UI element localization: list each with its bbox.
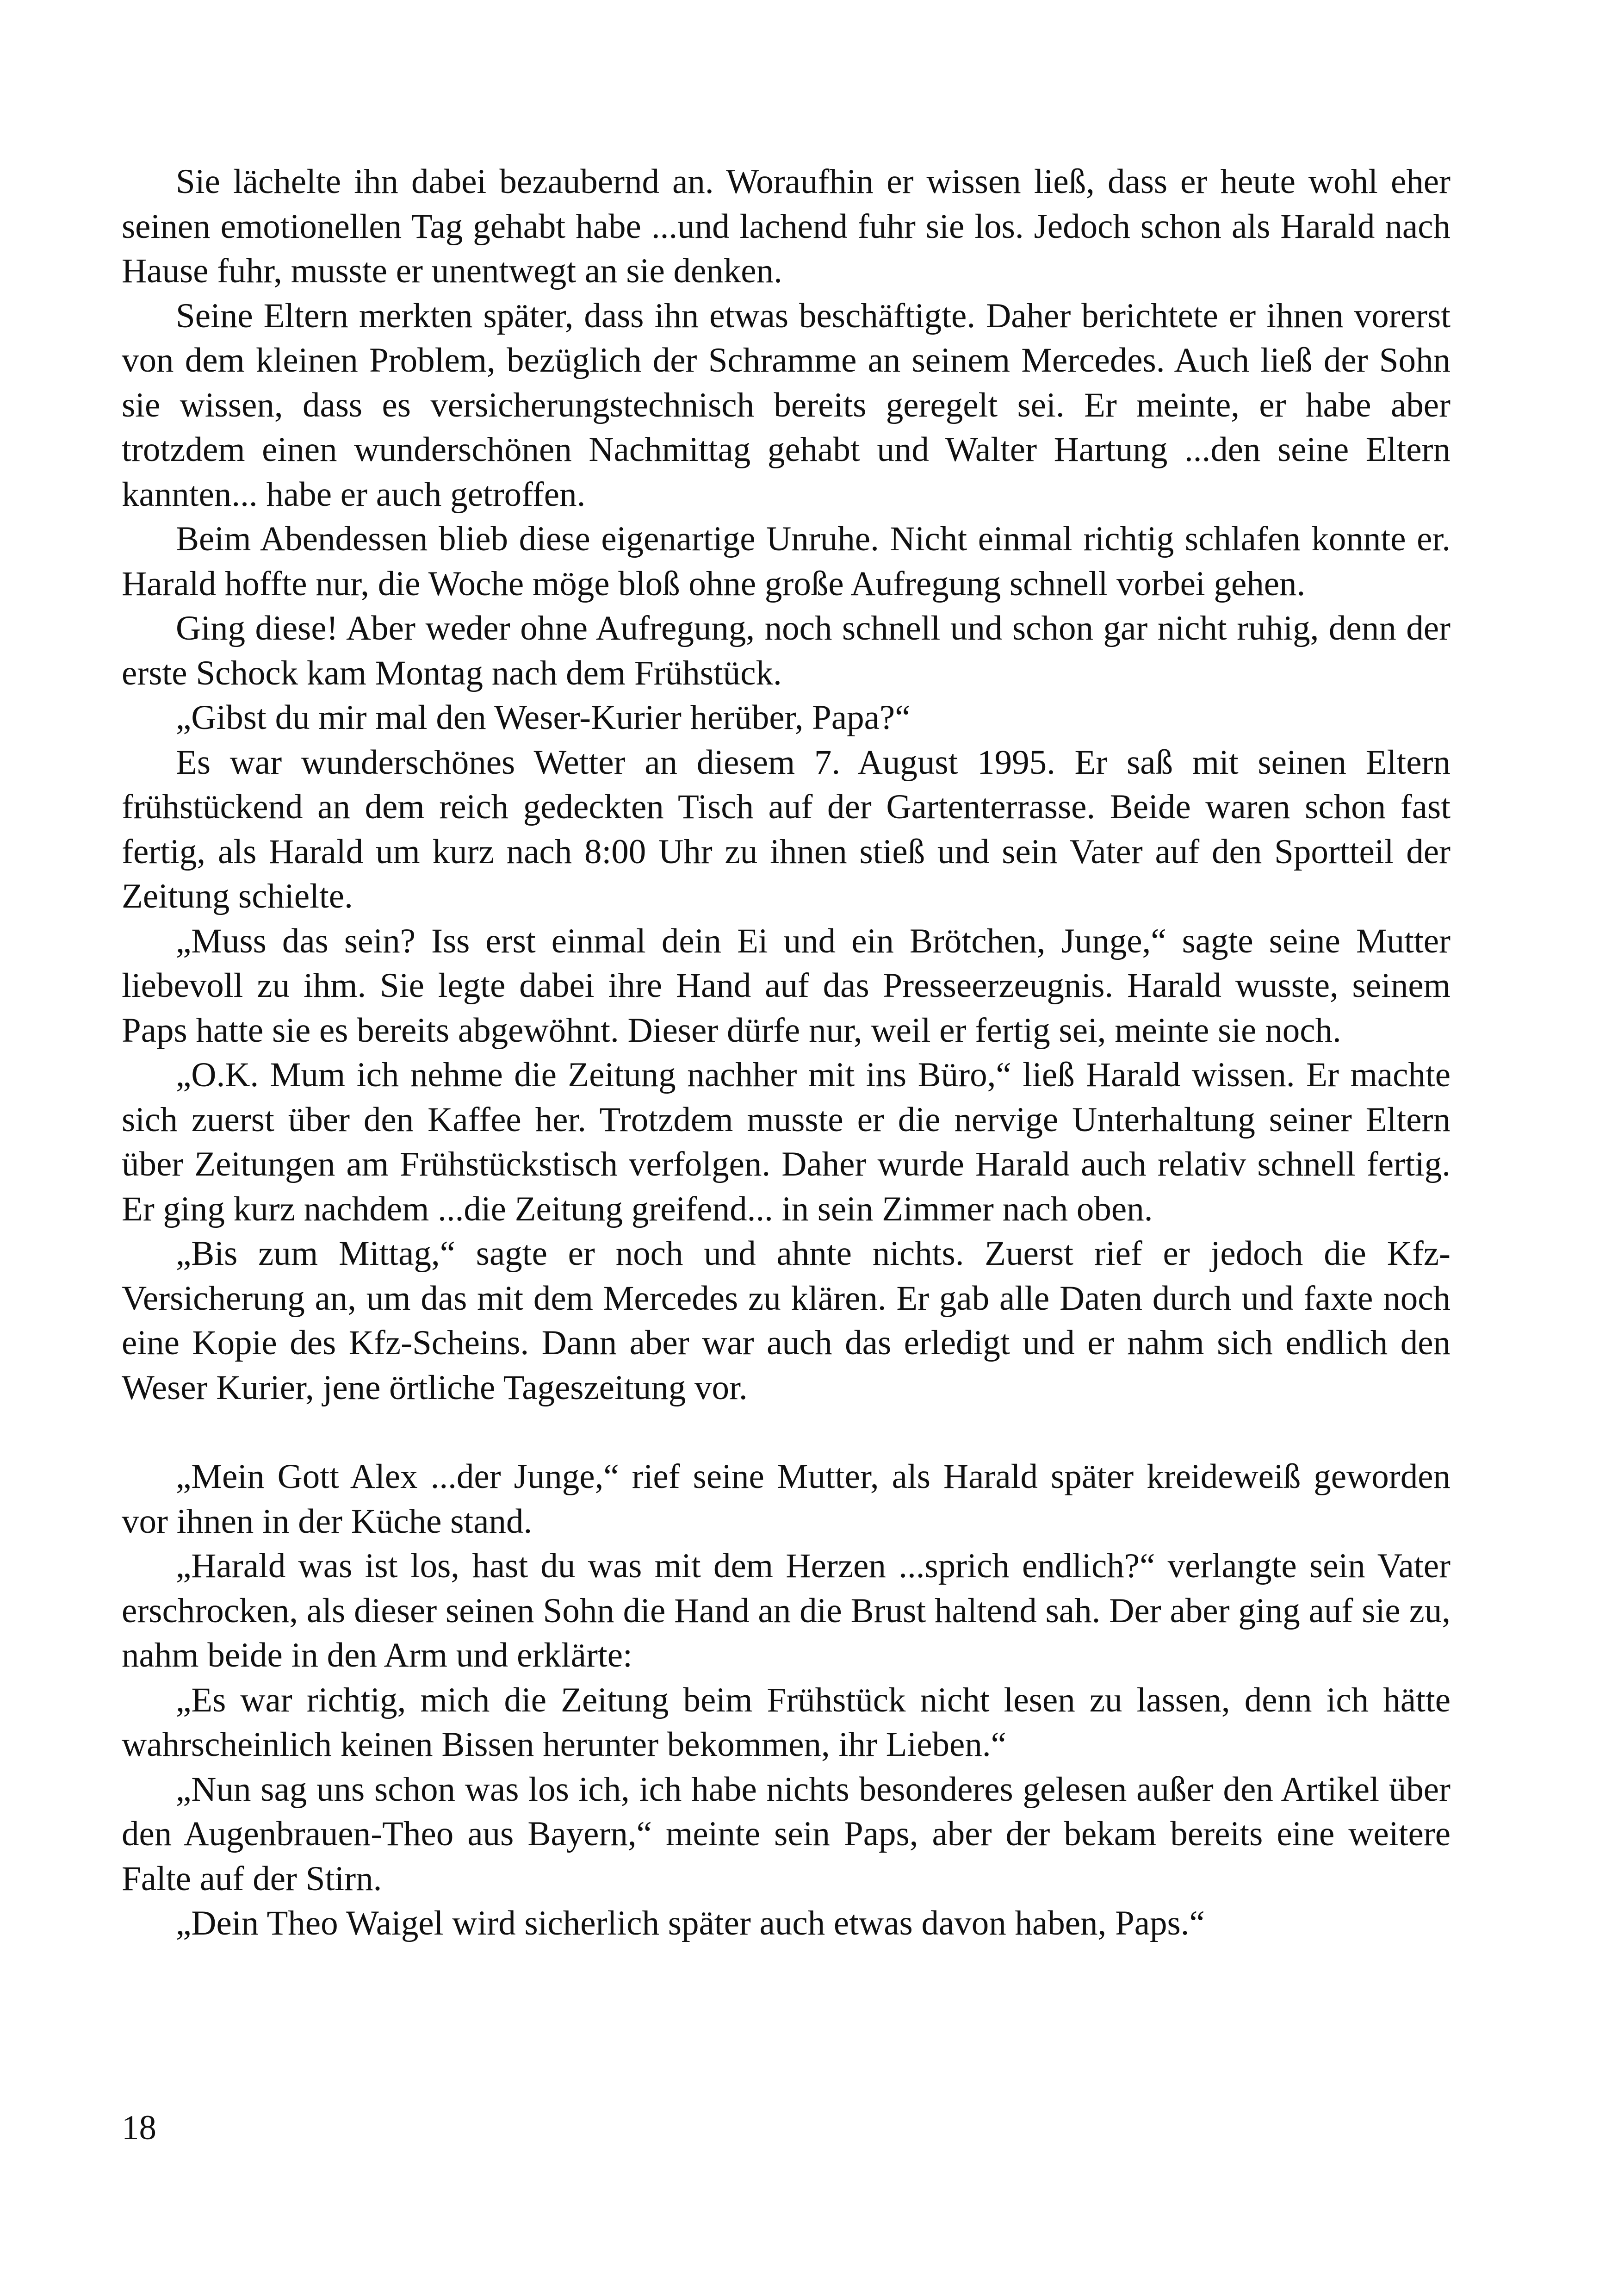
paragraph: „Es war richtig, mich die Zeitung beim Frühstück nicht lesen zu lassen, denn ich hätte wahrscheinlich keinen Bissen herunter bekommen, ihr Lieben.“ <box>122 1680 1451 1764</box>
paragraph: „O.K. Mum ich nehme die Zeitung nachher mit ins Büro,“ ließ Harald wissen. Er machte sich zuerst über den Kaffee her. Trotzdem musste er die nervige Unterhaltung seiner Eltern über Zeitungen am Frühstückstisch verfolgen. Daher wurde Harald auch relativ schnell fertig. Er ging kurz nachdem ...die Zeitung greifend... in sein Zimmer nach oben. <box>122 1056 1451 1228</box>
body-text <box>122 160 1451 1946</box>
paragraph: „Gibst du mir mal den Weser-Kurier herüber, Papa?“ <box>176 698 911 737</box>
paragraph: „Nun sag uns schon was los ich, ich habe nichts besonderes gelesen außer den Artikel über den Augenbrauen-Theo aus Bayern,“ meinte sein Paps, aber der bekam bereits eine weitere Falte auf der Stirn. <box>122 1770 1451 1898</box>
paragraph: Ging diese! Aber weder ohne Aufregung, noch schnell und schon gar nicht ruhig, denn der erste Schock kam Montag nach dem Frühstück. <box>122 609 1451 692</box>
paragraph: „Dein Theo Waigel wird sicherlich später auch etwas davon haben, Paps.“ <box>176 1904 1205 1942</box>
paragraph: „Harald was ist los, hast du was mit dem Herzen ...sprich endlich?“ verlangte sein Vater erschrocken, als dieser seinen Sohn die Hand an die Brust haltend sah. Der aber ging auf sie zu, nahm beide in den Arm und erklärte: <box>122 1547 1451 1674</box>
paragraph: „Bis zum Mittag,“ sagte er noch und ahnte nichts. Zuerst rief er jedoch die Kfz-Versicherung an, um das mit dem Mercedes zu klären. Er gab alle Daten durch und faxte noch eine Kopie des Kfz-Scheins. Dann aber war auch das erledigt und er nahm sich endlich den Weser Kurier, jene örtliche Tageszeitung vor. <box>122 1234 1451 1407</box>
paragraph: „Mein Gott Alex ...der Junge,“ rief seine Mutter, als Harald später kreideweiß geworden vor ihnen in der Küche stand. <box>122 1457 1451 1541</box>
paragraph: Es war wunderschönes Wetter an diesem 7. August 1995. Er saß mit seinen Eltern frühstückend an dem reich gedeckten Tisch auf der Gartenterrasse. Beide waren schon fast fertig, als Harald um kurz nach 8:00 Uhr zu ihnen stieß und sein Vater auf den Sportteil der Zeitung schielte. <box>122 743 1451 915</box>
paragraph: „Muss das sein? Iss erst einmal dein Ei und ein Brötchen, Junge,“ sagte seine Mutter liebevoll zu ihm. Sie legte dabei ihre Hand auf das Presseerzeugnis. Harald wusste, seinem Paps hatte sie es bereits abgewöhnt. Dieser dürfe nur, weil er fertig sei, meinte sie noch. <box>122 921 1451 1050</box>
paragraph: Beim Abendessen blieb diese eigenartige Unruhe. Nicht einmal richtig schlafen konnte er. Harald hoffte nur, die Woche möge bloß ohne große Aufregung schnell vorbei gehen. <box>122 520 1451 603</box>
paragraph: Seine Eltern merkten später, dass ihn etwas beschäftigte. Daher berichtete er ihnen vorerst von dem kleinen Problem, bezüglich der Schramme an seinem Mercedes. Auch ließ der Sohn sie wissen, dass es versicherungstechnisch bereits geregelt sei. Er meinte, er habe aber trotzdem einen wunderschönen Nachmittag gehabt und Walter Hartung ...den seine Eltern kannten... habe er auch getroffen. <box>122 296 1451 514</box>
page-number: 18 <box>122 2109 156 2147</box>
paragraph: Sie lächelte ihn dabei bezaubernd an. Woraufhin er wissen ließ, dass er heute wohl eher seinen emotionellen Tag gehabt habe ...und lachend fuhr sie los. Jedoch schon als Harald nach Hause fuhr, musste er unentwegt an sie denken. <box>122 162 1451 290</box>
section-break <box>122 1410 1451 1455</box>
